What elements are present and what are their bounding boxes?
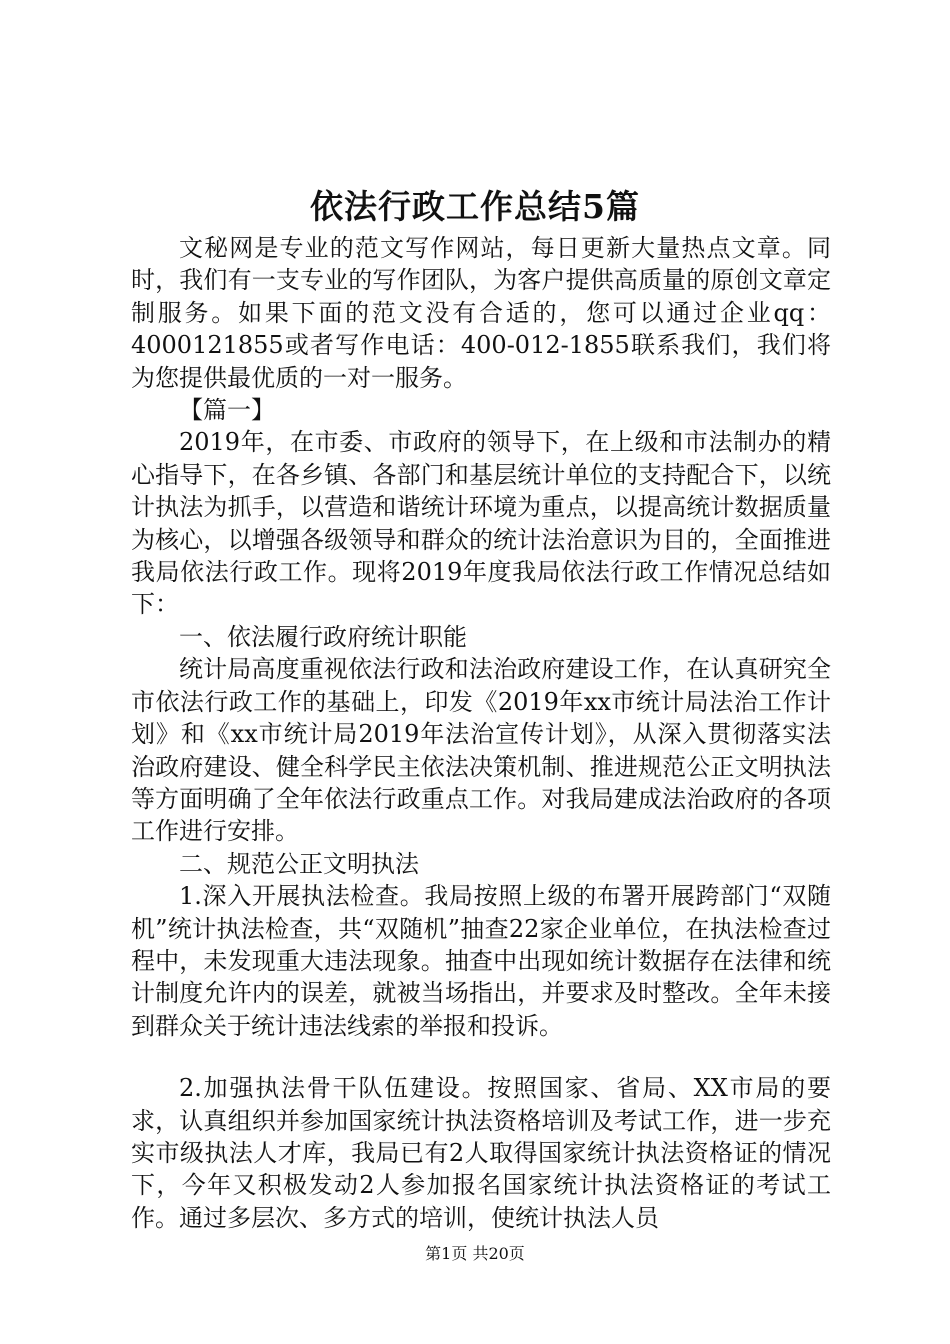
body-paragraph: 2.加强执法骨干队伍建设。按照国家、省局、XX市局的要求，认真组织并参加国家统计执法资格培训及考试工作，进一步充实市级执法人才库，我局已有2人取得国家统计执法资格证的情况下，今年又积极发动2人参加报名国家统计执法资格证的考试工作。通过多层次、多方式的培训，使统计执法人员 [131,1074,831,1232]
summary-paragraph: 2019年，在市委、市政府的领导下，在上级和市法制办的精心指导下，在各乡镇、各部门和基层统计单位的支持配合下，以统计执法为抓手，以营造和谐统计环境为重点，以提高统计数据质量为核心，以增强各级领导和群众的统计法治意识为目的，全面推进我局依法行政工作。现将2019年度我局依法行政工作情况总结如下： [131,428,831,619]
page-footer: 第1页 共20页 [425,1244,525,1263]
body-paragraph: 1.深入开展执法检查。我局按照上级的布署开展跨部门“双随机”统计执法检查，共“双随机”抽查22家企业单位，在执法检查过程中，未发现重大违法现象。抽查中出现如统计数据存在法律和统计制度允许内的误差，就被当场指出，并要求及时整改。全年未接到群众关于统计违法线索的举报和投诉。 [131,882,831,1040]
section-heading-2: 二、规范公正文明执法 [179,849,419,878]
intro-paragraph: 文秘网是专业的范文写作网站，每日更新大量热点文章。同时，我们有一支专业的写作团队，为客户提供高质量的原创文章定制服务。如果下面的范文没有合适的，您可以通过企业qq：4000121855或者写作电话：400-012-1855联系我们，我们将为您提供最优质的一对一服务。 [131,234,831,392]
document-body [131,232,831,1234]
document-title: 依法行政工作总结5篇 [310,187,640,226]
body-paragraph: 统计局高度重视依法行政和法治政府建设工作，在认真研究全市依法行政工作的基础上，印发《2019年xx市统计局法治工作计划》和《xx市统计局2019年法治宣传计划》，从深入贯彻落实法治政府建设、健全科学民主依法决策机制、推进规范公正文明执法等方面明确了全年依法行政重点工作。对我局建成法治政府的各项工作进行安排。 [131,655,831,846]
section-heading-1: 一、依法履行政府统计职能 [179,622,467,651]
section-heading-part-one: 【篇一】 [179,396,275,425]
